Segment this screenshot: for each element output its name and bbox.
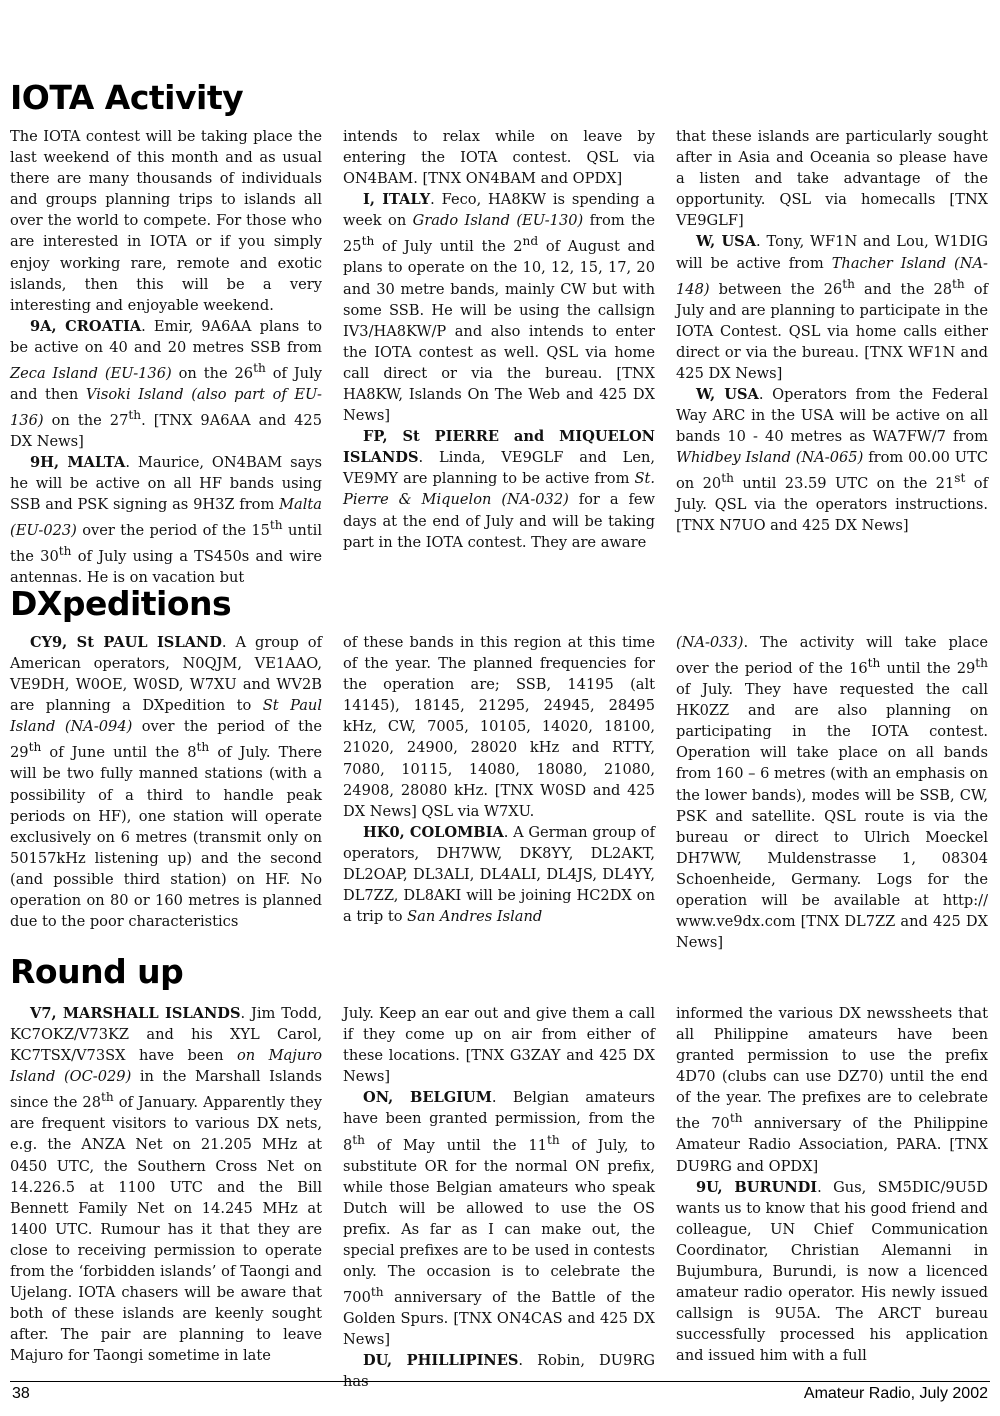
text-column: July. Keep an ear out and give them a call if they come up on air from either of these locations. [TNX G3ZAY and 425 DX News] ON, BELGIUM. Belgian amateurs have been granted permission, from the 8th of May until the 11th of July, to substitute OR for the normal ON prefix, while those Belgian amateurs who speak Dutch will be allowed to use the OS prefix. As far as I can make out, the special prefixes are to be used in contests only. The occasion is to celebrate the 700th anniversary of the Battle of the Golden Spurs. [TNX ON4CAS and 425 DX News] DU, PHILLIPINES. Robin, DU9RG has xyxy=(343,1005,655,1391)
magazine-issue: Amateur Radio, July 2002 xyxy=(803,1385,988,1402)
text-column: informed the various DX newssheets that all Philippine amateurs have been granted permission to use the prefix 4D70 (clubs can use DZ70) until the end of the year. The prefixes are to celebrate the 70th anniversary of the Philippine Amateur Radio Association, PARA. [TNX DU9RG and OPDX] 9U, BURUNDI. Gus, SM5DIC/9U5D wants us to know that his good friend and colleague, UN Chief Communication Coordinator, Christian Alemanni in Bujumbura, Burundi, is now a licenced amateur radio operator. His newly issued callsign is 9U5A. The ARCT bureau successfully processed his application and issued him with a full xyxy=(676,1005,989,1365)
text-column: that these islands are particularly sought after in Asia and Oceania so please have a listen and take advantage of the opportunity. QSL via homecalls [TNX VE9GLF] W, USA. Tony, WF1N and Lou, W1DIG will be active from Thacher Island (NA-148) between the 26th and the 28th of July and are planning to participate in the IOTA Contest. QSL via home calls either direct or via the bureau. [TNX WF1N and 425 DX News] W, USA. Operators from the Federal Way ARC in the USA will be active on all bands 10 - 40 metres as WA7FW/7 from Whidbey Island (NA-065) from 00.00 UTC on 20th until 23.59 UTC on the 21st of July. QSL via the operators instructions. [TNX N7UO and 425 DX News] xyxy=(676,128,989,535)
text-column: of these bands in this region at this time of the year. The planned frequencies for the operation are; SSB, 14195 (alt 14145), 18145, 21295, 24945, 28495 kHz, CW, 7005, 10105, 14020, 18100, 21020, 24900, 28020 kHz and RTTY, 7080, 10115, 14080, 18080, 21080, 24908, 28080 kHz. [TNX W0SD and 425 DX News] QSL via W7XU. HK0, COLOMBIA. A German group of operators, DH7WW, DK8YY, DL2AKT, DL2OAP, DL3ALI, DL4ALI, DL4JS, DL4YY, DL7ZZ, DL8AKI will be joining HC2DX on a trip to San Andres Island xyxy=(343,634,655,926)
text-column: intends to relax while on leave by entering the IOTA contest. QSL via ON4BAM. [TNX ON4BAM and OPDX] I, ITALY. Feco, HA8KW is spending a week on Grado Island (EU-130) from the 25th of July until the 2nd of August and plans to operate on the 10, 12, 15, 17, 20 and 30 metre bands, mainly CW but with some SSB. He will be using the callsign IV3/HA8KW/P and also intends to enter the IOTA contest as well. QSL via home call direct or via the bureau. [TNX HA8KW, Islands On The Web and 425 DX News] FP, St PIERRE and MIQUELON ISLANDS. Linda, VE9GLF and Len, VE9MY are planning to be active from St. Pierre & Miquelon (NA-032) for a few days at the end of July and will be taking part in the IOTA contest. They are aware xyxy=(343,128,655,551)
page-number: 38 xyxy=(12,1385,30,1402)
section-body-iota-activity xyxy=(10,126,989,587)
section-title-round-up: Round up xyxy=(10,952,184,991)
footer-divider xyxy=(10,1381,990,1382)
section-title-dxpeditions: DXpeditions xyxy=(10,584,232,623)
text-column: CY9, St PAUL ISLAND. A group of American operators, N0QJM, VE1AAO, VE9DH, W0OE, W0SD, W7XU and WV2B are planning a DXpedition to St Paul Island (NA-094) over the period of the 29th of June until the 8th of July. There will be two fully manned stations (with a possibility of a third to handle peak periods on HF), one station will operate exclusively on 6 metres (transmit only on 50157kHz listening up) and the second (and possible third station) on HF. No operation on 80 or 160 metres is planned due to the poor characteristics xyxy=(10,634,323,931)
section-title-iota-activity: IOTA Activity xyxy=(10,78,244,117)
text-column: (NA-033). The activity will take place over the period of the 16th until the 29th of July. They have requested the call HK0ZZ and are also planning on participating in the IOTA contest. Operation will take place on all bands from 160 – 6 metres (with an emphasis on the lower bands), modes will be SSB, CW, PSK and satellite. QSL route is via the bureau or direct to Ulrich Moeckel DH7WW, Muldenstrasse 1, 08304 Schoenheide, Germany. Logs for the operation will be available at http:// www.ve9dx.com [TNX DL7ZZ and 425 DX News] xyxy=(676,634,988,952)
section-body-round-up xyxy=(10,1003,989,1391)
text-column: The IOTA contest will be taking place the last weekend of this month and as usual there are many thousands of individuals and groups planning trips to islands all over the world to compete. For those who are interested in IOTA or if you simply enjoy working rare, remote and exotic islands, then this will be a very interesting and enjoyable weekend. 9A, CROATIA. Emir, 9A6AA plans to be active on 40 and 20 metres SSB from Zeca Island (EU-136) on the 26th of July and then Visoki Island (also part of EU-136) on the 27th. [TNX 9A6AA and 425 DX News] 9H, MALTA. Maurice, ON4BAM says he will be active on all HF bands using SSB and PSK signing as 9H3Z from Malta (EU-023) over the period of the 15th until the 30th of July using a TS450s and wire antennas. He is on vacation but xyxy=(10,128,323,587)
text-column: V7, MARSHALL ISLANDS. Jim Todd, KC7OKZ/V73KZ and his XYL Carol, KC7TSX/V73SX have been on Majuro Island (OC-029) in the Marshall Islands since the 28th of January. Apparently they are frequent visitors to various DX nets, e.g. the ANZA Net on 21.205 MHz at 0450 UTC, the Southern Cross Net on 14.226.5 at 1100 UTC and the Bill Bennett Family Net on 14.245 MHz at 1400 UTC. Rumour has it that they are close to receiving permission to operate from the ‘forbidden islands’ of Taongi and Ujelang. IOTA chasers will be aware that both of these islands are keenly sought after. The pair are planning to leave Majuro for Taongi sometime in late xyxy=(10,1005,322,1365)
section-body-dxpeditions xyxy=(10,632,988,952)
